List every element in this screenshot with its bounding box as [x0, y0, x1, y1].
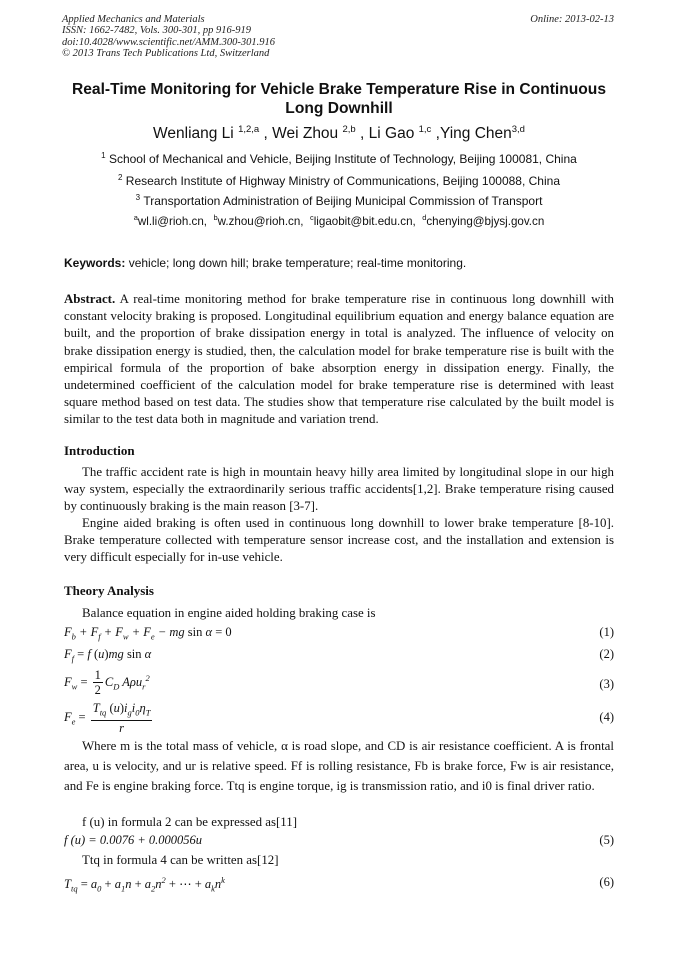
equation-number: (3) [599, 677, 614, 691]
equation-number: (5) [599, 833, 614, 847]
journal-header [62, 14, 275, 60]
equation-6: $T_{tq} = a_0 + a_1n + a_2n^2$ + ⋯ + $a_kn^k$ (6) [64, 875, 614, 894]
abstract [64, 291, 614, 429]
affiliation-2: $^2$ Research Institute of Highway Ministry of Communications, Beijing 100088, China [117, 173, 560, 188]
f-u-description: f (u) in formula 2 can be expressed as[11] [82, 815, 297, 829]
equation-number: (1) [599, 625, 614, 639]
email-link[interactable]: ligaobit@bit.edu.cn, [313, 214, 416, 228]
equation-4: $F_e$ = $\frac{T_{tq} (u)i_gi_0\eta_T}{r}$ (4) [64, 701, 614, 735]
author-list: Wenliang Li $^{1,2,a}$ , Wei Zhou $^{2,b}$ , Li Gao $^{1,c}$ ,Ying Chen$^{3,d}$ [153, 124, 525, 143]
equation-number: (6) [599, 875, 614, 889]
equation-number: (4) [599, 710, 614, 724]
abstract-label: Abstract. [64, 292, 116, 306]
section-heading-introduction: Introduction [64, 443, 135, 458]
email-link[interactable]: wl.li@rioh.cn, [137, 214, 208, 228]
paper-title: Real-Time Monitoring for Vehicle Brake Temperature Rise in Continuous Long Downhill [71, 81, 607, 117]
affiliation-1: $^1$ School of Mechanical and Vehicle, Beijing Institute of Technology, Beijing 100081, China [101, 151, 577, 166]
equation-2: $F_f = f$ (u)mg sin α (2) [64, 647, 614, 664]
keywords-label: Keywords: [64, 256, 126, 270]
online-date: Online: 2013-02-13 [530, 14, 614, 25]
equation-3: $F_w$ = $\frac{1}{2}$ $C_D$ Aρu$_r^2$ (3) [64, 668, 614, 697]
author-name: Wenliang Li [153, 125, 234, 143]
equation-number: (2) [599, 647, 614, 661]
theory-intro: Balance equation in engine aided holding braking case is [82, 606, 376, 620]
section-heading-theory: Theory Analysis [64, 583, 154, 598]
author-name: Wei Zhou [272, 125, 339, 143]
intro-paragraph-1: The traffic accident rate is high in mountain heavy hilly area limited by longitudinal slope in our high way system, especially the extraordinarily serious traffic accidents[1,2]. Brake temperature rising caused by continuously braking is the main reason [3-7]. [64, 465, 614, 514]
equation-1: $F_b + F_f + F_w + F_e$ − mg sin α = 0 (1) [64, 625, 614, 642]
issn-line: ISSN: 1662-7482, Vols. 300-301, pp 916-919 [62, 25, 251, 37]
equation-5: f (u) = 0.0076 + 0.000056u (5) [64, 833, 614, 847]
doi-line: doi:10.4028/www.scientific.net/AMM.300-301.916 [62, 36, 275, 48]
keywords [64, 256, 466, 270]
journal-name: Applied Mechanics and Materials [62, 14, 205, 25]
affiliation-3: $^3$ Transportation Administration of Beijing Municipal Commission of Transport [135, 193, 543, 208]
copyright-line: © 2013 Trans Tech Publications Ltd, Switzerland [62, 48, 270, 60]
keywords-text: vehicle; long down hill; brake temperature; real-time monitoring. [128, 256, 467, 270]
variable-definitions: Where m is the total mass of vehicle, α is road slope, and CD is air resistance coefficient. A is frontal area, u is velocity, and ur is relative speed. Ff is rolling resistance, Fb is brake force, Fw is air resistance, and Fe is engine braking force. Ttq is engine torque, ig is transmission ratio, and i0 is final driver ratio. [64, 739, 614, 793]
abstract-text: A real-time monitoring method for brake temperature rise in continuous long downhill with constant velocity braking is proposed. Longitudinal equilibrium equation and energy balance equation are built, and the proportion of brake dissipation energy in total is analyzed. The influence of velocity on brake dissipation energy is studied, then, the calculation model for brake temperature rise is built with the empirical formula of the proportion of bake absorption energy in dissipation energy. Finally, the undetermined coefficient of the calculation model for brake temperature rise is determined with least square method based on test data. The studies show that temperature rise calculated by the built model is similar to the test data both in magnitude and variation trend. [64, 292, 615, 427]
email-link[interactable]: chenying@bjysj.gov.cn [426, 214, 545, 228]
email-link[interactable]: w.zhou@rioh.cn, [217, 214, 304, 228]
torque-description: Ttq in formula 4 can be written as[12] [82, 853, 279, 867]
author-name: Ying Chen [439, 125, 512, 143]
author-emails: $^a$wl.li@rioh.cn, $^b$w.zhou@rioh.cn, $^c$ligaobit@bit.edu.cn, $^d$chenying@bjysj.gov.cn [133, 213, 545, 228]
intro-paragraph-2: Engine aided braking is often used in continuous long downhill to lower brake temperature [8-10]. Brake temperature collected with temperature sensor increase cost, and the installation and extension is very difficult especially for in-use vehicle. [64, 516, 614, 565]
author-name: Li Gao [368, 125, 415, 143]
